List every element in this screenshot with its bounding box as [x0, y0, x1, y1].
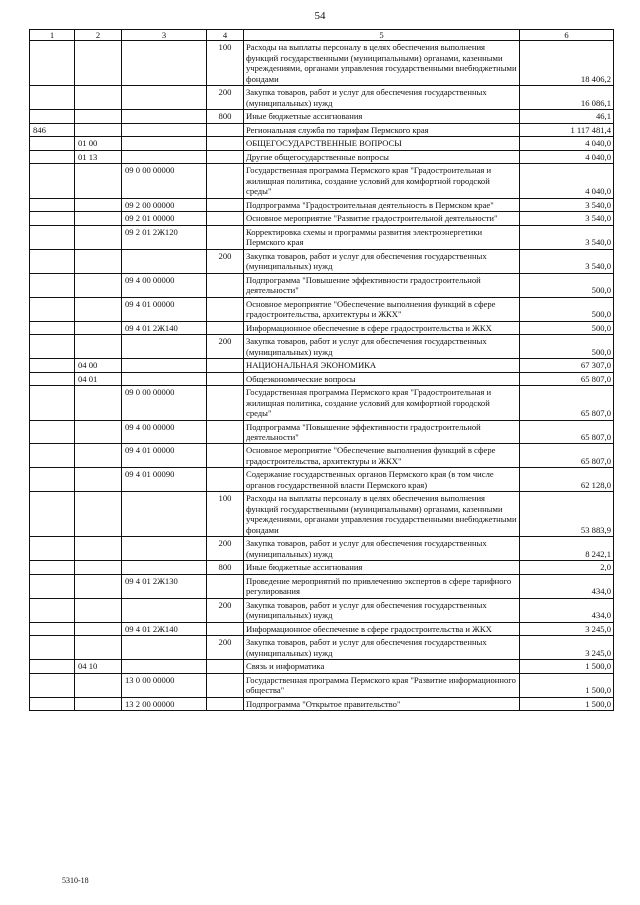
admin-code-cell: [30, 697, 75, 710]
amount-cell: 3 245,0: [520, 622, 614, 635]
admin-code-cell: [30, 41, 75, 86]
target-article-cell: 13 2 00 00000: [122, 697, 207, 710]
section-code-cell: [75, 574, 122, 598]
section-code-cell: 04 01: [75, 372, 122, 385]
column-header: 3: [122, 30, 207, 41]
expense-type-cell: [207, 212, 244, 225]
target-article-cell: [122, 123, 207, 136]
target-article-cell: 09 4 01 00000: [122, 444, 207, 468]
description-cell: Закупка товаров, работ и услуг для обеспечения государственных (муниципальных) нужд: [244, 86, 520, 110]
amount-cell: 1 500,0: [520, 660, 614, 673]
admin-code-cell: [30, 468, 75, 492]
section-code-cell: [75, 321, 122, 334]
section-code-cell: [75, 273, 122, 297]
section-code-cell: [75, 335, 122, 359]
admin-code-cell: [30, 225, 75, 249]
admin-code-cell: [30, 212, 75, 225]
description-cell: Государственная программа Пермского края "Градостроительная и жилищная политика, создание условий для комфортной городской среды": [244, 164, 520, 198]
target-article-cell: [122, 372, 207, 385]
description-cell: Закупка товаров, работ и услуг для обеспечения государственных (муниципальных) нужд: [244, 636, 520, 660]
admin-code-cell: [30, 150, 75, 163]
expense-type-cell: [207, 444, 244, 468]
admin-code-cell: [30, 386, 75, 420]
section-code-cell: [75, 561, 122, 574]
admin-code-cell: [30, 561, 75, 574]
section-code-cell: [75, 297, 122, 321]
table-row: [30, 673, 614, 697]
expense-type-cell: [207, 123, 244, 136]
description-cell: Региональная служба по тарифам Пермского края: [244, 123, 520, 136]
table-row: [30, 273, 614, 297]
table-row: [30, 225, 614, 249]
expense-type-cell: [207, 574, 244, 598]
page-number: 54: [314, 10, 326, 22]
amount-cell: 46,1: [520, 110, 614, 123]
amount-cell: 1 117 481,4: [520, 123, 614, 136]
expense-type-cell: [207, 164, 244, 198]
description-cell: Закупка товаров, работ и услуг для обеспечения государственных (муниципальных) нужд: [244, 598, 520, 622]
admin-code-cell: [30, 574, 75, 598]
admin-code-cell: [30, 598, 75, 622]
description-cell: Расходы на выплаты персоналу в целях обеспечения выполнения функций государственными (муниципальными) органами, казенными учреждениями, органами управления государственными внебюджетными фондами: [244, 492, 520, 537]
description-cell: Государственная программа Пермского края "Развитие информационного общества": [244, 673, 520, 697]
table-row: [30, 636, 614, 660]
expense-type-cell: 200: [207, 335, 244, 359]
target-article-cell: 09 4 01 2Ж140: [122, 622, 207, 635]
description-cell: Закупка товаров, работ и услуг для обеспечения государственных (муниципальных) нужд: [244, 335, 520, 359]
target-article-cell: 09 4 00 00000: [122, 273, 207, 297]
section-code-cell: [75, 420, 122, 444]
expense-type-cell: [207, 297, 244, 321]
section-code-cell: [75, 444, 122, 468]
target-article-cell: [122, 150, 207, 163]
description-cell: Закупка товаров, работ и услуг для обеспечения государственных (муниципальных) нужд: [244, 537, 520, 561]
table-row: [30, 137, 614, 150]
expense-type-cell: [207, 321, 244, 334]
admin-code-cell: [30, 359, 75, 372]
target-article-cell: 09 0 00 00000: [122, 386, 207, 420]
table-row: [30, 198, 614, 211]
column-header: 4: [207, 30, 244, 41]
table-header-row: [30, 30, 614, 41]
table-row: [30, 561, 614, 574]
target-article-cell: 09 4 01 00090: [122, 468, 207, 492]
section-code-cell: [75, 622, 122, 635]
description-cell: Общеэкономические вопросы: [244, 372, 520, 385]
expense-type-cell: 200: [207, 537, 244, 561]
amount-cell: 4 040,0: [520, 150, 614, 163]
table-row: [30, 359, 614, 372]
expense-type-cell: [207, 150, 244, 163]
admin-code-cell: [30, 444, 75, 468]
table-row: [30, 164, 614, 198]
target-article-cell: [122, 537, 207, 561]
table-row: [30, 86, 614, 110]
description-cell: НАЦИОНАЛЬНАЯ ЭКОНОМИКА: [244, 359, 520, 372]
table-row: [30, 41, 614, 86]
target-article-cell: 09 4 01 2Ж130: [122, 574, 207, 598]
target-article-cell: [122, 359, 207, 372]
admin-code-cell: [30, 321, 75, 334]
description-cell: ОБЩЕГОСУДАРСТВЕННЫЕ ВОПРОСЫ: [244, 137, 520, 150]
description-cell: Основное мероприятие "Обеспечение выполнения функций в сфере градостроительства, архитектуры и ЖКХ": [244, 444, 520, 468]
expense-type-cell: [207, 622, 244, 635]
expense-type-cell: [207, 359, 244, 372]
admin-code-cell: [30, 673, 75, 697]
admin-code-cell: [30, 86, 75, 110]
target-article-cell: 09 4 01 2Ж140: [122, 321, 207, 334]
description-cell: Иные бюджетные ассигнования: [244, 561, 520, 574]
target-article-cell: [122, 598, 207, 622]
amount-cell: 3 540,0: [520, 249, 614, 273]
description-cell: Основное мероприятие "Развитие градостроительной деятельности": [244, 212, 520, 225]
admin-code-cell: [30, 164, 75, 198]
amount-cell: 4 040,0: [520, 137, 614, 150]
table-row: [30, 697, 614, 710]
table-row: [30, 335, 614, 359]
table-row: [30, 468, 614, 492]
admin-code-cell: [30, 137, 75, 150]
section-code-cell: 04 00: [75, 359, 122, 372]
section-code-cell: 04 10: [75, 660, 122, 673]
budget-table-container: [29, 29, 613, 711]
expense-type-cell: [207, 660, 244, 673]
table-row: [30, 372, 614, 385]
amount-cell: 16 086,1: [520, 86, 614, 110]
target-article-cell: [122, 660, 207, 673]
expense-type-cell: [207, 198, 244, 211]
section-code-cell: [75, 198, 122, 211]
table-row: [30, 386, 614, 420]
target-article-cell: 09 4 01 00000: [122, 297, 207, 321]
section-code-cell: [75, 537, 122, 561]
amount-cell: 500,0: [520, 321, 614, 334]
table-row: [30, 537, 614, 561]
section-code-cell: [75, 492, 122, 537]
column-header: 5: [244, 30, 520, 41]
description-cell: Закупка товаров, работ и услуг для обеспечения государственных (муниципальных) нужд: [244, 249, 520, 273]
table-row: [30, 150, 614, 163]
expense-type-cell: [207, 697, 244, 710]
amount-cell: 434,0: [520, 598, 614, 622]
amount-cell: 1 500,0: [520, 673, 614, 697]
amount-cell: 62 128,0: [520, 468, 614, 492]
expense-type-cell: [207, 673, 244, 697]
section-code-cell: [75, 673, 122, 697]
description-cell: Иные бюджетные ассигнования: [244, 110, 520, 123]
admin-code-cell: [30, 420, 75, 444]
table-row: [30, 212, 614, 225]
section-code-cell: [75, 110, 122, 123]
target-article-cell: [122, 110, 207, 123]
admin-code-cell: [30, 660, 75, 673]
target-article-cell: 09 4 00 00000: [122, 420, 207, 444]
section-code-cell: [75, 697, 122, 710]
table-row: [30, 598, 614, 622]
amount-cell: 3 245,0: [520, 636, 614, 660]
expense-type-cell: [207, 420, 244, 444]
expense-type-cell: 200: [207, 636, 244, 660]
table-row: [30, 420, 614, 444]
admin-code-cell: [30, 273, 75, 297]
description-cell: Подпрограмма "Открытое правительство": [244, 697, 520, 710]
admin-code-cell: [30, 198, 75, 211]
table-body: [30, 41, 614, 711]
expense-type-cell: 800: [207, 561, 244, 574]
section-code-cell: [75, 249, 122, 273]
admin-code-cell: [30, 110, 75, 123]
section-code-cell: [75, 41, 122, 86]
target-article-cell: [122, 249, 207, 273]
expense-type-cell: [207, 372, 244, 385]
table-row: [30, 123, 614, 136]
section-code-cell: [75, 86, 122, 110]
amount-cell: 4 040,0: [520, 164, 614, 198]
table-row: [30, 297, 614, 321]
description-cell: Связь и информатика: [244, 660, 520, 673]
amount-cell: 2,0: [520, 561, 614, 574]
amount-cell: 8 242,1: [520, 537, 614, 561]
section-code-cell: [75, 212, 122, 225]
description-cell: Подпрограмма "Градостроительная деятельность в Пермском крае": [244, 198, 520, 211]
amount-cell: 53 883,9: [520, 492, 614, 537]
description-cell: Проведение мероприятий по привлечению экспертов в сфере тарифного регулирования: [244, 574, 520, 598]
description-cell: Государственная программа Пермского края "Градостроительная и жилищная политика, создание условий для комфортной городской среды": [244, 386, 520, 420]
description-cell: Информационное обеспечение в сфере градостроительства и ЖКХ: [244, 321, 520, 334]
amount-cell: 18 406,2: [520, 41, 614, 86]
admin-code-cell: [30, 297, 75, 321]
document-code: 5310-18: [62, 876, 89, 885]
amount-cell: 500,0: [520, 335, 614, 359]
target-article-cell: [122, 335, 207, 359]
expense-type-cell: [207, 225, 244, 249]
target-article-cell: [122, 561, 207, 574]
expense-type-cell: 200: [207, 249, 244, 273]
admin-code-cell: [30, 335, 75, 359]
table-row: [30, 622, 614, 635]
column-header: 2: [75, 30, 122, 41]
section-code-cell: [75, 386, 122, 420]
table-row: [30, 574, 614, 598]
target-article-cell: [122, 636, 207, 660]
target-article-cell: 09 2 00 00000: [122, 198, 207, 211]
amount-cell: 3 540,0: [520, 212, 614, 225]
target-article-cell: [122, 137, 207, 150]
budget-table: [29, 29, 614, 711]
expense-type-cell: 100: [207, 41, 244, 86]
target-article-cell: 09 0 00 00000: [122, 164, 207, 198]
amount-cell: 65 807,0: [520, 420, 614, 444]
target-article-cell: 13 0 00 00000: [122, 673, 207, 697]
table-row: [30, 444, 614, 468]
target-article-cell: [122, 492, 207, 537]
table-row: [30, 110, 614, 123]
amount-cell: 500,0: [520, 297, 614, 321]
section-code-cell: [75, 123, 122, 136]
admin-code-cell: [30, 537, 75, 561]
expense-type-cell: [207, 386, 244, 420]
amount-cell: 3 540,0: [520, 225, 614, 249]
section-code-cell: 01 00: [75, 137, 122, 150]
admin-code-cell: [30, 636, 75, 660]
amount-cell: 434,0: [520, 574, 614, 598]
expense-type-cell: 200: [207, 86, 244, 110]
target-article-cell: 09 2 01 00000: [122, 212, 207, 225]
section-code-cell: 01 13: [75, 150, 122, 163]
amount-cell: 65 807,0: [520, 444, 614, 468]
expense-type-cell: 800: [207, 110, 244, 123]
target-article-cell: [122, 86, 207, 110]
description-cell: Информационное обеспечение в сфере градостроительства и ЖКХ: [244, 622, 520, 635]
description-cell: Корректировка схемы и программы развития электроэнергетики Пермского края: [244, 225, 520, 249]
target-article-cell: 09 2 01 2Ж120: [122, 225, 207, 249]
admin-code-cell: [30, 622, 75, 635]
description-cell: Другие общегосударственные вопросы: [244, 150, 520, 163]
column-header: 6: [520, 30, 614, 41]
description-cell: Расходы на выплаты персоналу в целях обеспечения выполнения функций государственными (муниципальными) органами, казенными учреждениями, органами управления государственными внебюджетными фондами: [244, 41, 520, 86]
amount-cell: 3 540,0: [520, 198, 614, 211]
section-code-cell: [75, 225, 122, 249]
admin-code-cell: [30, 372, 75, 385]
description-cell: Содержание государственных органов Пермского края (в том числе органов государственной власти Пермского края): [244, 468, 520, 492]
column-header: 1: [30, 30, 75, 41]
expense-type-cell: 200: [207, 598, 244, 622]
admin-code-cell: [30, 249, 75, 273]
expense-type-cell: 100: [207, 492, 244, 537]
expense-type-cell: [207, 468, 244, 492]
section-code-cell: [75, 468, 122, 492]
section-code-cell: [75, 598, 122, 622]
amount-cell: 1 500,0: [520, 697, 614, 710]
table-row: [30, 321, 614, 334]
table-row: [30, 492, 614, 537]
target-article-cell: [122, 41, 207, 86]
admin-code-cell: 846: [30, 123, 75, 136]
description-cell: Подпрограмма "Повышение эффективности градостроительной деятельности": [244, 420, 520, 444]
expense-type-cell: [207, 137, 244, 150]
description-cell: Основное мероприятие "Обеспечение выполнения функций в сфере градостроительства, архитектуры и ЖКХ": [244, 297, 520, 321]
admin-code-cell: [30, 492, 75, 537]
section-code-cell: [75, 636, 122, 660]
amount-cell: 65 807,0: [520, 372, 614, 385]
expense-type-cell: [207, 273, 244, 297]
description-cell: Подпрограмма "Повышение эффективности градостроительной деятельности": [244, 273, 520, 297]
table-row: [30, 249, 614, 273]
section-code-cell: [75, 164, 122, 198]
table-row: [30, 660, 614, 673]
amount-cell: 67 307,0: [520, 359, 614, 372]
amount-cell: 65 807,0: [520, 386, 614, 420]
amount-cell: 500,0: [520, 273, 614, 297]
